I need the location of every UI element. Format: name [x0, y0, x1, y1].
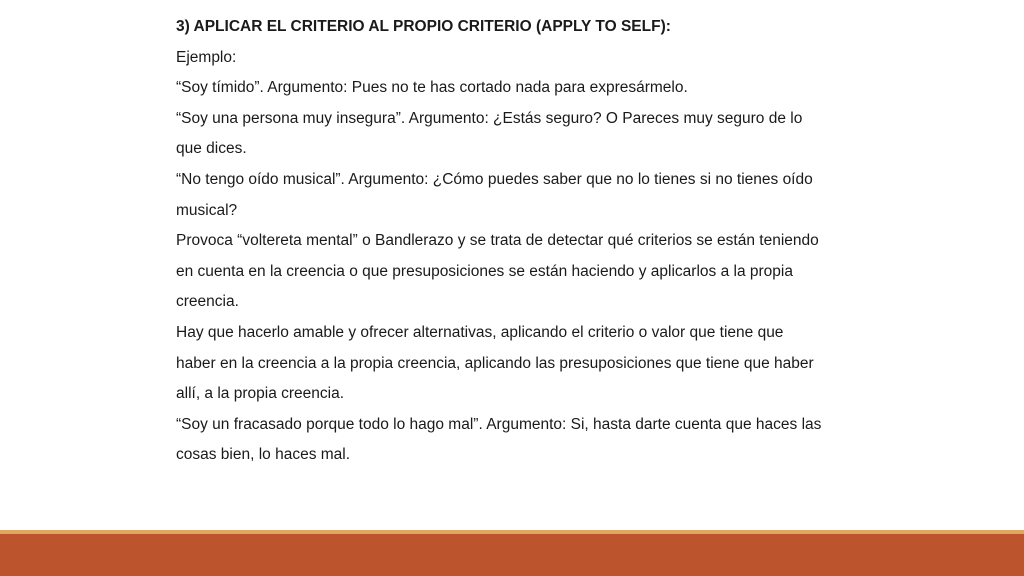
paragraph-advice: Hay que hacerlo amable y ofrecer alternativas, aplicando el criterio o valor que tiene que haber en la creencia a la propia creencia, aplicando las presuposiciones que tiene que haber allí, a la propia creencia. [176, 323, 814, 403]
paragraph-example-label: Ejemplo: [176, 48, 237, 66]
paragraph-explanation: Provoca “voltereta mental” o Bandlerazo y se trata de detectar qué criterios se están teniendo en cuenta en la creencia o que presuposiciones se están haciendo y aplicarlos a la propia creencia. [176, 232, 819, 311]
footer-bar [0, 534, 1024, 576]
paragraph-example-1: “Soy tímido”. Argumento: Pues no te has cortado nada para expresármelo. [176, 79, 688, 97]
paragraph-example-4: “Soy un fracasado porque todo lo hago mal”. Argumento: Si, hasta darte cuenta que haces las cosas bien, lo haces mal. [176, 415, 822, 464]
paragraph-example-2: “Soy una persona muy insegura”. Argumento: ¿Estás seguro? O Pareces muy seguro de lo que dices. [176, 109, 803, 158]
paragraph-example-3: “No tengo oído musical”. Argumento: ¿Cómo puedes saber que no lo tienes si no tienes oído musical? [176, 170, 813, 219]
slide-heading: 3) APLICAR EL CRITERIO AL PROPIO CRITERIO (APPLY TO SELF): [176, 18, 671, 35]
slide-content [176, 12, 826, 471]
